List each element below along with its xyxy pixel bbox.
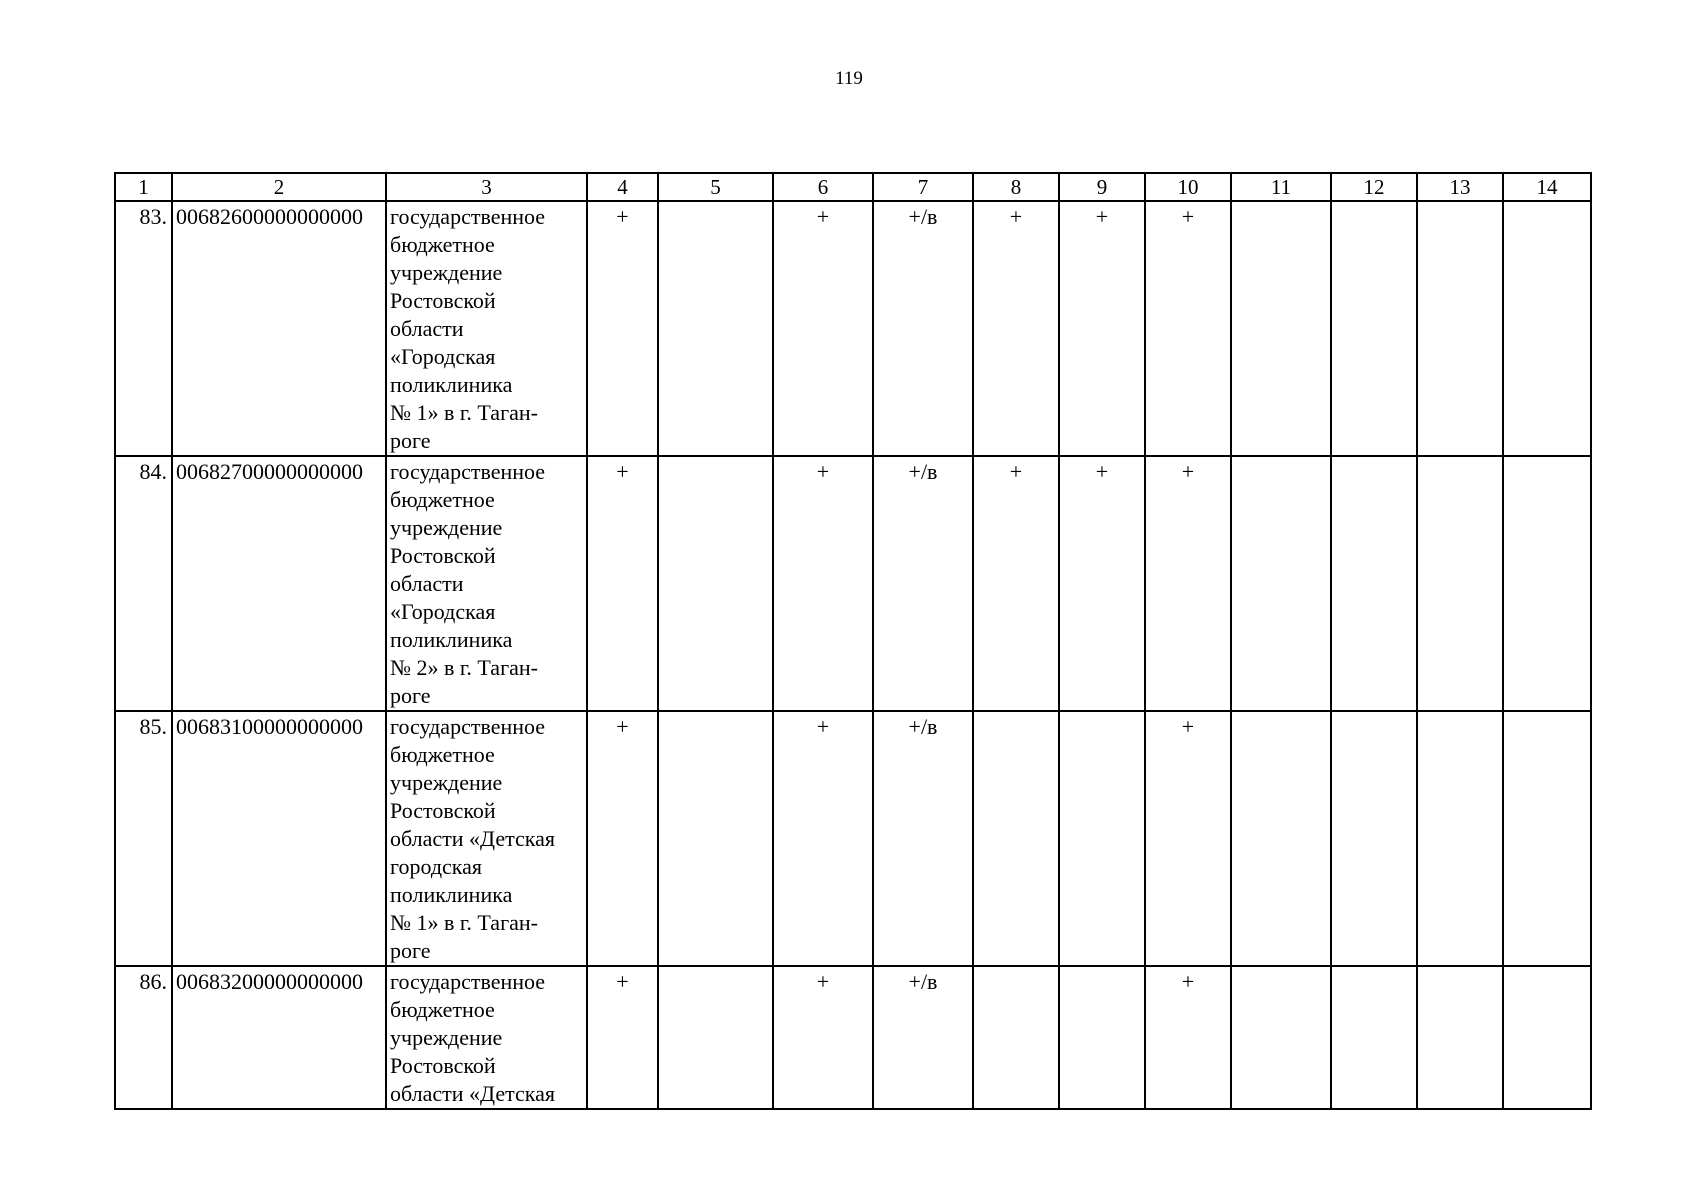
column-header-13: 13 [1417,173,1503,201]
table-row [115,711,1591,966]
mark-cell-col-9: + [1059,201,1145,456]
mark-cell-col-9: + [1059,456,1145,711]
mark-cell-col-7: +/в [873,966,973,1109]
institution-name-line: № 2» в г. Таган- [390,655,538,680]
page-number: 119 [835,68,863,89]
mark-cell-col-6: + [773,456,873,711]
mark-cell-col-11 [1231,456,1331,711]
institution-name-line: бюджетное [390,232,495,257]
institution-name-line: бюджетное [390,997,495,1022]
institution-name-line: «Городская [390,344,496,369]
institution-name-line: области «Детская [390,826,555,851]
mark-cell-col-13 [1417,201,1503,456]
mark-cell-col-5 [658,201,773,456]
table-row [115,966,1591,1109]
row-number: 83. [115,201,172,456]
mark-cell-col-7: +/в [873,456,973,711]
table-body [115,201,1591,1109]
mark-cell-col-5 [658,456,773,711]
institution-name [386,711,587,966]
row-number: 86. [115,966,172,1109]
mark-cell-col-11 [1231,966,1331,1109]
mark-cell-col-13 [1417,456,1503,711]
column-header-8: 8 [973,173,1059,201]
mark-cell-col-8 [973,966,1059,1109]
mark-cell-col-8 [973,711,1059,966]
mark-cell-col-4: + [587,966,658,1109]
column-header-10: 10 [1145,173,1231,201]
mark-cell-col-12 [1331,966,1417,1109]
mark-cell-col-11 [1231,711,1331,966]
institution-name [386,966,587,1109]
mark-cell-col-4: + [587,711,658,966]
mark-cell-col-8: + [973,201,1059,456]
institution-name-line: учреждение [390,1025,503,1050]
institution-name-line: «Городская [390,599,496,624]
column-header-2: 2 [172,173,386,201]
institution-name-line: роге [390,683,431,708]
row-number: 85. [115,711,172,966]
institution-code: 00682600000000000 [172,201,386,456]
institution-name-line: бюджетное [390,487,495,512]
institution-name-line: поликлиника [390,882,513,907]
column-header-4: 4 [587,173,658,201]
institution-name-line: государственное [390,969,546,994]
mark-cell-col-10: + [1145,201,1231,456]
column-header-14: 14 [1503,173,1591,201]
mark-cell-col-13 [1417,966,1503,1109]
institution-name-line: области [390,316,464,341]
row-number: 84. [115,456,172,711]
mark-cell-col-7: +/в [873,711,973,966]
institution-code: 00683200000000000 [172,966,386,1109]
institution-name-line: бюджетное [390,742,495,767]
column-header-3: 3 [386,173,587,201]
institution-name-line: городская [390,854,483,879]
mark-cell-col-14 [1503,966,1591,1109]
table-row [115,456,1591,711]
registry-table [114,172,1592,1110]
mark-cell-col-9 [1059,711,1145,966]
institution-name-line: области «Детская [390,1081,555,1106]
mark-cell-col-4: + [587,456,658,711]
column-header-12: 12 [1331,173,1417,201]
institution-code: 00683100000000000 [172,711,386,966]
institution-name-line: учреждение [390,260,503,285]
institution-name-line: роге [390,938,431,963]
column-header-11: 11 [1231,173,1331,201]
institution-name-line: государственное [390,204,546,229]
table-header [115,173,1591,201]
mark-cell-col-12 [1331,711,1417,966]
mark-cell-col-9 [1059,966,1145,1109]
column-header-5: 5 [658,173,773,201]
institution-name-line: учреждение [390,515,503,540]
mark-cell-col-4: + [587,201,658,456]
mark-cell-col-5 [658,966,773,1109]
institution-name-line: № 1» в г. Таган- [390,400,538,425]
institution-name-line: Ростовской [390,798,496,823]
mark-cell-col-5 [658,711,773,966]
institution-name-line: Ростовской [390,543,496,568]
institution-name [386,201,587,456]
mark-cell-col-6: + [773,201,873,456]
institution-name-line: № 1» в г. Таган- [390,910,538,935]
institution-code: 00682700000000000 [172,456,386,711]
institution-name-line: поликлиника [390,627,513,652]
institution-name-line: Ростовской [390,1053,496,1078]
mark-cell-col-10: + [1145,456,1231,711]
institution-name-line: учреждение [390,770,503,795]
institution-name [386,456,587,711]
institution-name-line: государственное [390,714,546,739]
institution-name-line: поликлиника [390,372,513,397]
mark-cell-col-10: + [1145,966,1231,1109]
mark-cell-col-12 [1331,201,1417,456]
mark-cell-col-14 [1503,456,1591,711]
institution-name-line: роге [390,428,431,453]
column-header-7: 7 [873,173,973,201]
column-header-6: 6 [773,173,873,201]
mark-cell-col-8: + [973,456,1059,711]
mark-cell-col-14 [1503,201,1591,456]
mark-cell-col-13 [1417,711,1503,966]
mark-cell-col-14 [1503,711,1591,966]
mark-cell-col-10: + [1145,711,1231,966]
institution-name-line: области [390,571,464,596]
mark-cell-col-6: + [773,711,873,966]
mark-cell-col-11 [1231,201,1331,456]
header-row [115,173,1591,201]
table-row [115,201,1591,456]
column-header-9: 9 [1059,173,1145,201]
institution-name-line: государственное [390,459,546,484]
mark-cell-col-7: +/в [873,201,973,456]
column-header-1: 1 [115,173,172,201]
institution-name-line: Ростовской [390,288,496,313]
mark-cell-col-6: + [773,966,873,1109]
mark-cell-col-12 [1331,456,1417,711]
